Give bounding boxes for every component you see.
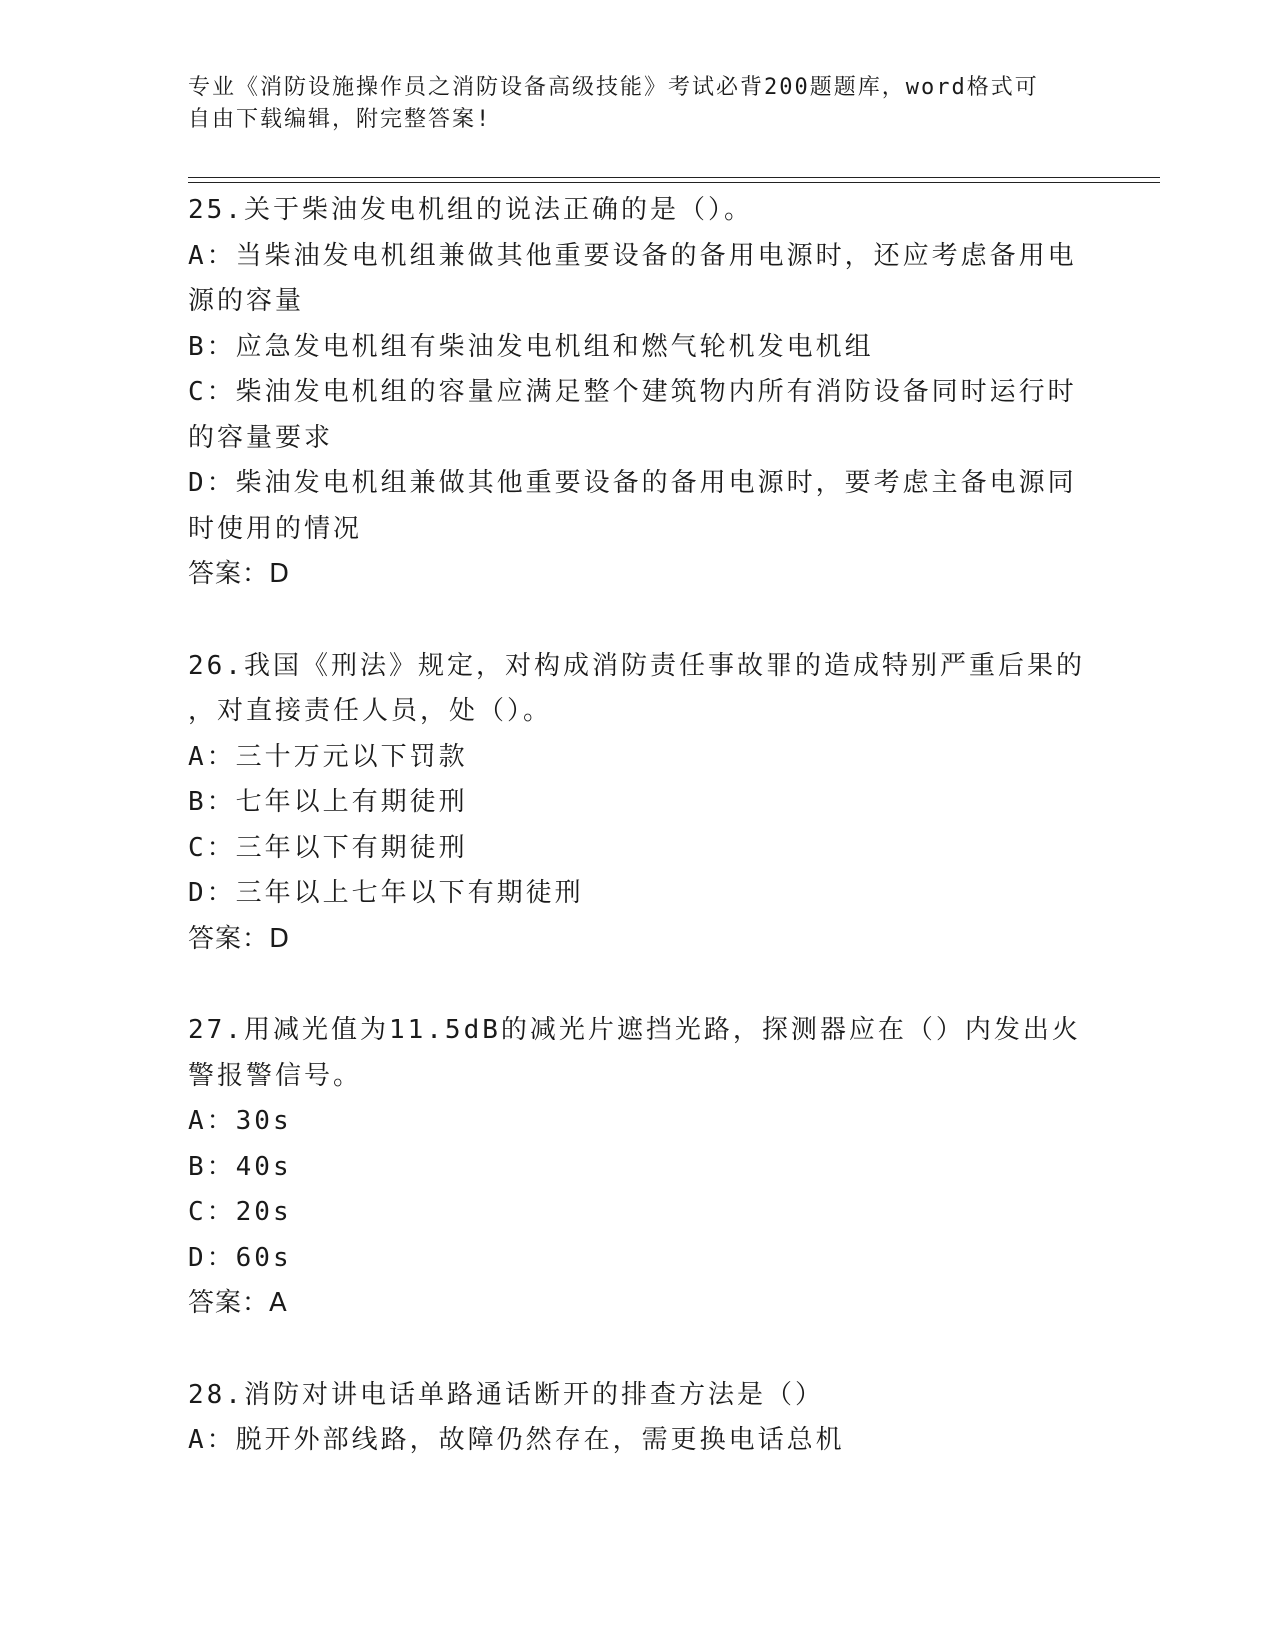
answer-option-line: C：柴油发电机组的容量应满足整个建筑物内所有消防设备同时运行时 [188,377,1077,407]
answer-option-line: 时使用的情况 [188,513,363,544]
answer-key: 答案：A [188,1288,288,1318]
answer-option-line: 源的容量 [188,286,305,316]
document-header [188,72,1068,136]
question-stem-line: 26.我国《刑法》规定，对构成消防责任事故罪的造成特别严重后果的 [188,650,1085,681]
question-stem-line: ，对直接责任人员，处（）。 [188,696,553,726]
question-list [188,188,1088,1464]
answer-option-line: A：脱开外部线路，故障仍然存在，需更换电话总机 [188,1425,845,1455]
question-spacer [188,1327,1088,1373]
question-stem-line: 27.用减光值为11.5dB的减光片遮挡光路，探测器应在（）内发出火 [188,1015,1081,1045]
answer-option-line: D：柴油发电机组兼做其他重要设备的备用电源时，要考虑主备电源同 [188,468,1077,498]
answer-option-line: 的容量要求 [188,422,334,453]
answer-option-line: A：当柴油发电机组兼做其他重要设备的备用电源时，还应考虑备用电 [188,240,1077,271]
answer-option-line: B：应急发电机组有柴油发电机组和燃气轮机发电机组 [188,331,874,362]
answer-key: 答案：D [188,559,291,589]
header-line-1: 专业《消防设施操作员之消防设备高级技能》考试必背200题题库，word格式可 [188,75,1039,100]
question-spacer [188,598,1088,644]
answer-option-line: C：20s [188,1197,292,1227]
answer-option-line: A：30s [188,1106,292,1136]
answer-option-line: B：40s [188,1151,292,1182]
answer-key: 答案：D [188,923,291,954]
question-block [188,1008,1088,1373]
question-block [188,644,1088,1009]
question-block [188,1373,1088,1464]
question-stem-line: 警报警信号。 [188,1060,363,1091]
answer-option-line: D：60s [188,1242,292,1273]
question-stem-line: 28.消防对讲电话单路通话断开的排查方法是（） [188,1379,824,1410]
header-rule-top [188,177,1160,178]
answer-option-line: B：七年以上有期徒刑 [188,787,468,817]
header-rule-bottom [188,182,1160,183]
question-stem-line: 25.关于柴油发电机组的说法正确的是（）。 [188,195,753,225]
answer-option-line: A：三十万元以下罚款 [188,741,468,772]
question-block [188,188,1088,644]
header-line-2: 自由下载编辑，附完整答案! [188,107,492,132]
answer-option-line: C：三年以下有期徒刑 [188,832,468,863]
answer-option-line: D：三年以上七年以下有期徒刑 [188,878,584,908]
question-spacer [188,962,1088,1008]
